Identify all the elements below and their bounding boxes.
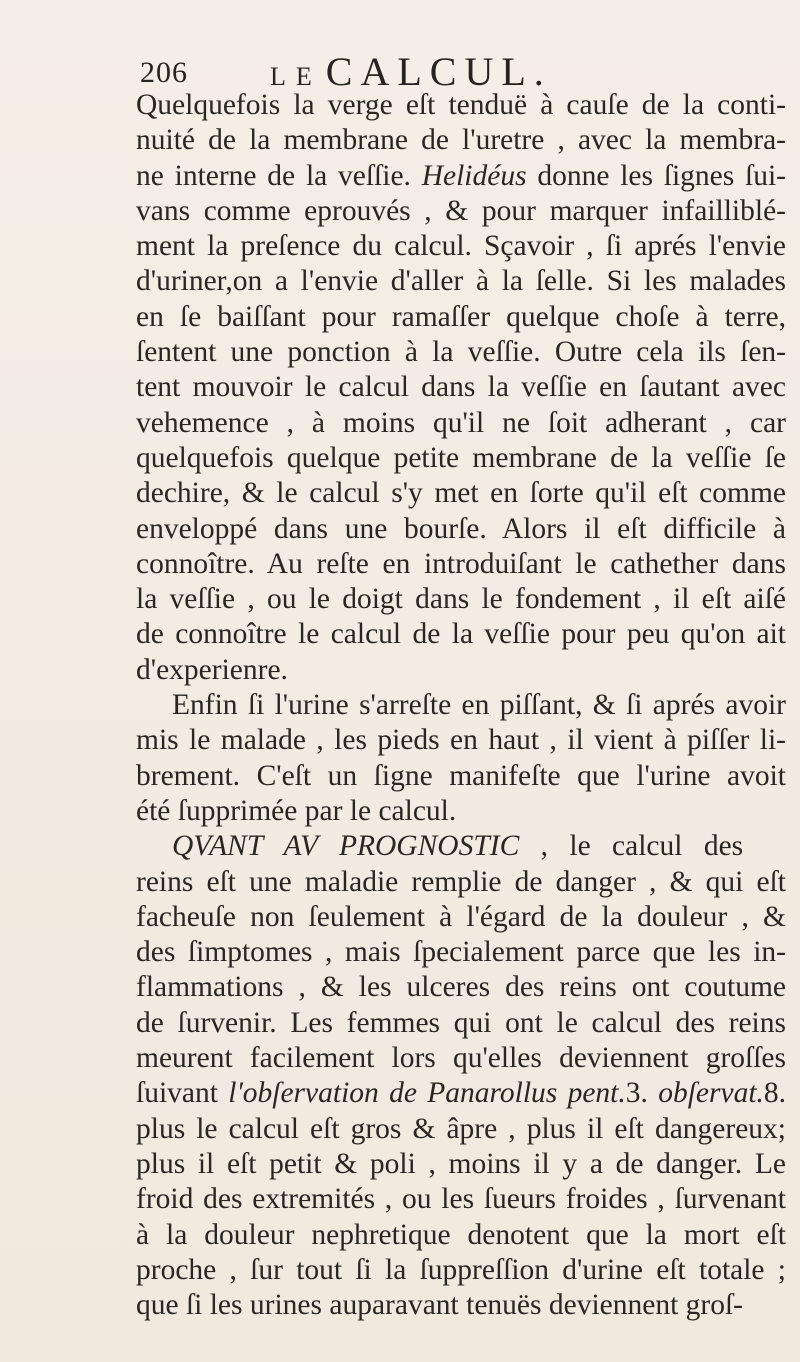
text-line bbox=[136, 370, 786, 405]
text-run: 8. bbox=[763, 1077, 786, 1110]
text-line bbox=[136, 865, 786, 900]
text-run: vans comme eprouvés , & pour marquer infailliblé- bbox=[136, 194, 786, 227]
text-line bbox=[136, 512, 786, 547]
text-line bbox=[136, 970, 786, 1005]
text-line bbox=[136, 300, 786, 335]
text-line bbox=[136, 1218, 786, 1253]
text-line bbox=[136, 229, 786, 264]
text-line bbox=[136, 582, 786, 617]
text-line bbox=[136, 1253, 786, 1288]
running-head-title: CALCUL. bbox=[325, 49, 552, 94]
text-run: été ſupprimée par le calcul. bbox=[136, 794, 457, 827]
text-line bbox=[136, 547, 786, 582]
text-run: quelquefois quelque petite membrane de la veſſie ſe bbox=[136, 441, 786, 474]
text-run: donne les ſignes ſui- bbox=[526, 159, 786, 192]
text-run: plus il eſt petit & poli , moins il y a de danger. Le bbox=[136, 1147, 786, 1180]
text-run: 3. bbox=[625, 1077, 659, 1110]
text-line bbox=[136, 1147, 786, 1182]
text-run: facheuſe non ſeulement à l'égard de la douleur , & bbox=[136, 900, 786, 933]
text-run: mis le malade , les pieds en haut , il vient à piſſer li- bbox=[136, 724, 786, 757]
italic-run: Helidéus bbox=[421, 159, 527, 192]
text-line bbox=[136, 653, 786, 688]
text-line bbox=[136, 441, 786, 476]
text-line bbox=[136, 1182, 786, 1217]
page-number: 206 bbox=[140, 56, 188, 89]
text-run: froid des extremités , ou les ſueurs froides , ſurvenant bbox=[136, 1183, 786, 1216]
text-line bbox=[136, 688, 786, 723]
text-run: ment la preſence du calcul. Sçavoir , ſi aprés l'envie bbox=[136, 230, 786, 263]
text-line bbox=[136, 723, 786, 758]
text-line bbox=[136, 88, 786, 123]
text-run: connoître. Au reſte en introduiſant le cathether dans bbox=[136, 547, 786, 580]
text-line bbox=[136, 935, 786, 970]
text-run: ſentent une ponction à la veſſie. Outre cela ils ſen- bbox=[136, 336, 786, 369]
text-line bbox=[136, 476, 786, 511]
text-line bbox=[136, 1288, 786, 1323]
text-run: nuité de la membrane de l'uretre , avec la membra- bbox=[136, 124, 786, 157]
text-run: dechire, & le calcul s'y met en ſorte qu'il eſt comme bbox=[136, 477, 786, 510]
text-line bbox=[136, 335, 786, 370]
text-line bbox=[136, 794, 786, 829]
text-run: d'experienre. bbox=[136, 653, 288, 686]
text-run: , le calcul des bbox=[519, 830, 744, 863]
text-line bbox=[136, 1112, 786, 1147]
text-run: Quelquefois la verge eſt tenduë à cauſe de la conti- bbox=[136, 89, 786, 121]
text-run: tent mouvoir le calcul dans la veſſie en ſautant avec bbox=[136, 371, 786, 404]
text-line bbox=[136, 829, 786, 864]
text-line bbox=[136, 406, 786, 441]
text-run: que ſi les urines auparavant tenuës deviennent groſ- bbox=[136, 1289, 743, 1322]
italic-run: obſervat. bbox=[658, 1077, 764, 1110]
text-run: proche , ſur tout ſi la ſuppreſſion d'urine eſt totale ; bbox=[136, 1253, 786, 1286]
text-run: des ſimptomes , mais ſpecialement parce que les in- bbox=[136, 936, 786, 969]
text-line bbox=[136, 123, 786, 158]
text-run: plus le calcul eſt gros & âpre , plus il eſt dangereux; bbox=[136, 1112, 786, 1145]
text-line bbox=[136, 1041, 786, 1076]
text-run: brement. C'eſt un ſigne manifeſte que l'urine avoit bbox=[136, 759, 786, 792]
text-run: Enfin ſi l'urine s'arreſte en piſſant, & ſi aprés avoir bbox=[172, 689, 786, 722]
italic-run: QVANT AV PROGNOSTIC bbox=[172, 830, 520, 863]
text-run: en ſe baiſſant pour ramaſſer quelque choſe à terre, bbox=[136, 300, 786, 333]
text-run: reins eſt une maladie remplie de danger , & qui eſt bbox=[136, 865, 786, 898]
text-run: meurent facilement lors qu'elles deviennent groſſes bbox=[136, 1042, 786, 1075]
text-line bbox=[136, 900, 786, 935]
text-line bbox=[136, 1006, 786, 1041]
text-line bbox=[136, 617, 786, 652]
text-run: d'uriner,on a l'envie d'aller à la ſelle. Si les malades bbox=[136, 265, 786, 298]
italic-run: l'obſervation de Panarollus pent. bbox=[228, 1077, 626, 1110]
text-run: vehemence , à moins qu'il ne ſoit adherant , car bbox=[136, 406, 786, 439]
text-run: de ſurvenir. Les femmes qui ont le calcul des reins bbox=[136, 1006, 786, 1039]
text-line bbox=[136, 1076, 786, 1111]
text-run: enveloppé dans une bourſe. Alors il eſt difficile à bbox=[136, 512, 786, 545]
text-line bbox=[136, 159, 786, 194]
text-run: la veſſie , ou le doigt dans le fondement , il eſt aiſé bbox=[136, 583, 786, 616]
text-line bbox=[136, 194, 786, 229]
text-run: flammations , & les ulceres des reins ont coutume bbox=[136, 971, 786, 1004]
text-line bbox=[136, 759, 786, 794]
running-head-article: LE bbox=[270, 62, 322, 91]
text-line bbox=[136, 264, 786, 299]
text-run: ne interne de la veſſie. bbox=[136, 159, 422, 192]
text-run: à la douleur nephretique denotent que la mort eſt bbox=[136, 1218, 786, 1251]
body-text bbox=[136, 88, 786, 1323]
text-run: de connoître le calcul de la veſſie pour peu qu'on ait bbox=[136, 618, 786, 651]
text-run: ſuivant bbox=[136, 1077, 229, 1110]
